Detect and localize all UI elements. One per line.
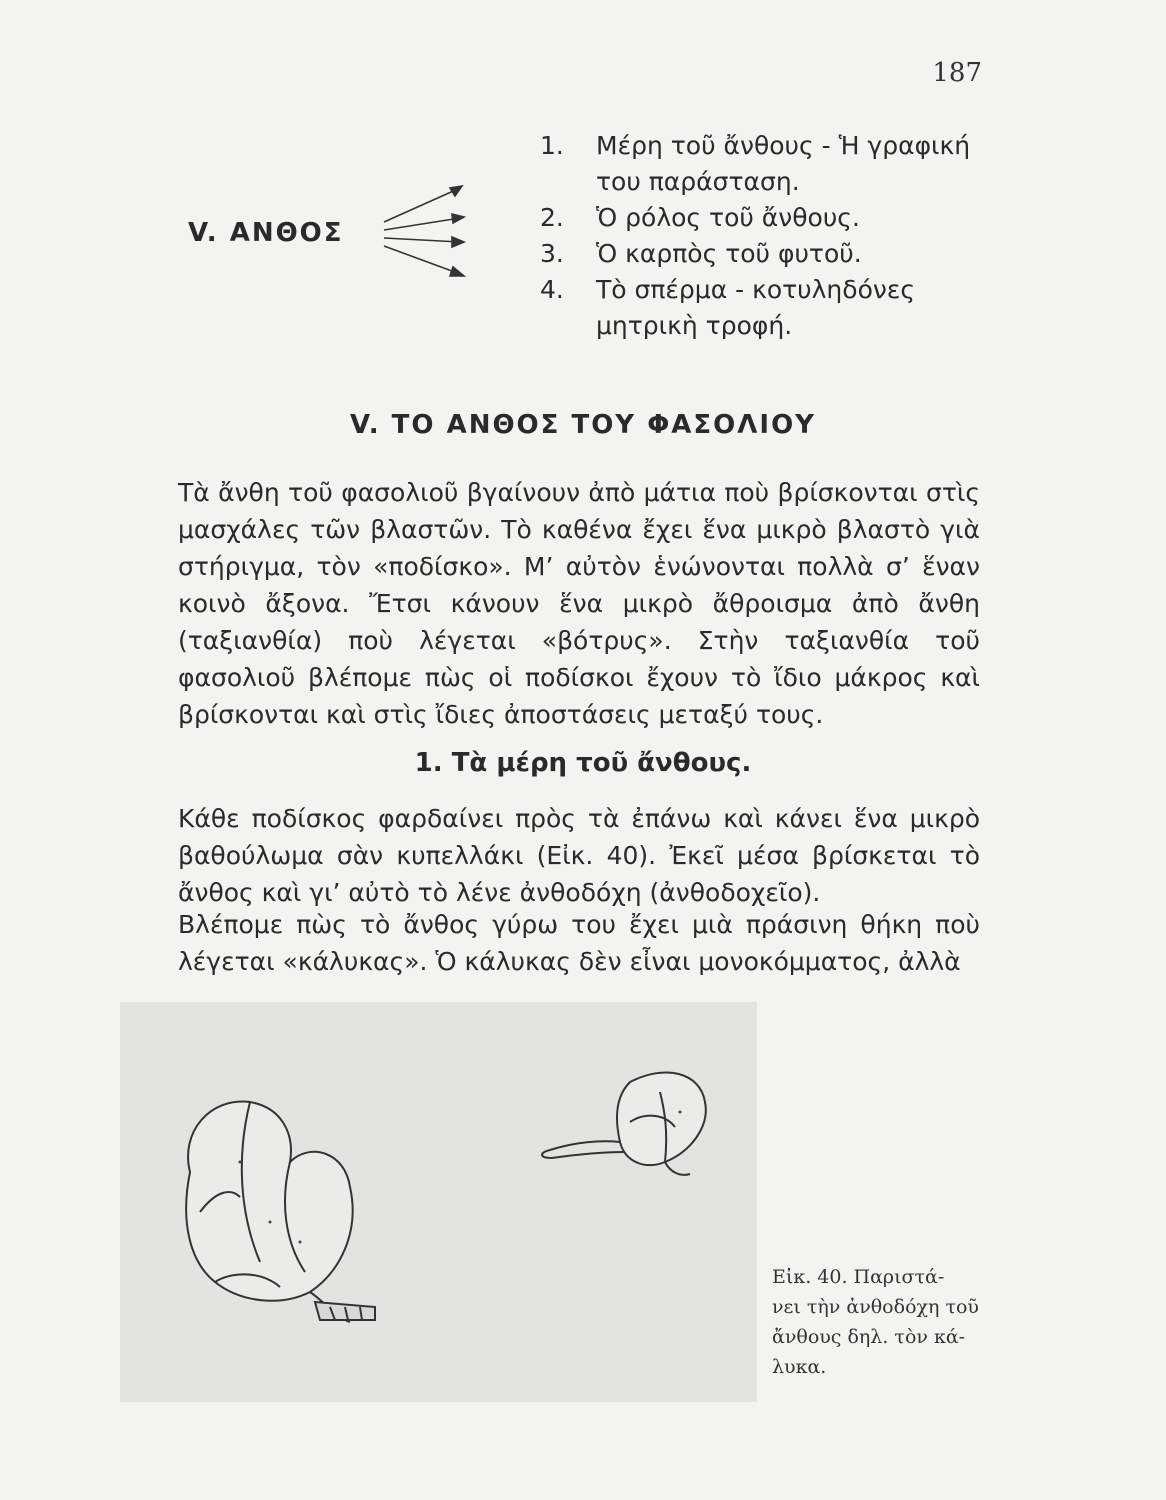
chapter-label: V. ΑΝΘΟΣ bbox=[188, 218, 344, 248]
paragraph-receptacle: Κάθε ποδίσκος φαρδαίνει πρὸς τὰ ἐπάνω καὶ κάνει ἕνα μικρὸ βαθούλωμα σὰν κυπελλάκι (Εἰκ. 40). Ἐκεῖ μέσα βρίσκεται τὸ ἄνθος καὶ γι’ αὐτὸ τὸ λένε ἀνθοδόχη (ἀνθοδοχεῖο). bbox=[178, 804, 980, 907]
figure-flower-illustration bbox=[120, 1002, 757, 1402]
caption-line: νει τὴν ἀνθοδόχη τοῦ bbox=[772, 1296, 979, 1318]
outline-item bbox=[540, 200, 980, 236]
outline-text: Τὸ σπέρμα - κοτυληδόνες μητρικὴ τροφή. bbox=[596, 275, 916, 340]
outline-item bbox=[540, 236, 980, 272]
figure-caption bbox=[772, 1262, 982, 1382]
caption-line: Εἰκ. 40. Παριστά- bbox=[772, 1266, 945, 1288]
outline-text: Μέρη τοῦ ἄνθους - Ἡ γραφική του παράσταση. bbox=[596, 131, 971, 196]
outline-text: Ὁ καρπὸς τοῦ φυτοῦ. bbox=[596, 239, 862, 268]
flower-drawing bbox=[120, 1002, 757, 1402]
outline-list bbox=[540, 128, 980, 344]
outline-number: 2. bbox=[540, 203, 564, 232]
paragraph-calyx: Βλέπομε πὼς τὸ ἄνθος γύρω του ἔχει μιὰ πράσινη θήκη ποὺ λέγεται «κάλυκας». Ὁ κάλυκας δὲν εἶναι μονοκόμματος, ἀλλὰ bbox=[178, 910, 980, 976]
paragraph-inflorescence: Τὰ ἄνθη τοῦ φασολιοῦ βγαίνουν ἀπὸ μάτια ποὺ βρίσκονται στὶς μασχάλες τῶν βλαστῶν. Τὸ καθένα ἔχει ἕνα μικρὸ βλαστὸ γιὰ στήριγμα, τὸν «ποδίσκο». Μ’ αὐτὸν ἑνώνονται πολλὰ σ’ ἕναν κοινὸ ἄξονα. Ἔτσι κάνουν ἕνα μικρὸ ἄθροισμα ἀπὸ ἄνθη (ταξιανθία) ποὺ λέγεται «βότρυς». Στὴν ταξιανθία τοῦ φασολιοῦ βλέπομε πὼς οἱ ποδίσκοι ἔχουν τὸ ἴδιο μάκρος καὶ βρίσκονται καὶ στὶς ἴδιες ἀποστάσεις μεταξύ τους. bbox=[178, 478, 980, 729]
section-heading: V. ΤΟ ΑΝΘΟΣ ΤΟΥ ΦΑΣΟΛΙΟΥ bbox=[349, 410, 817, 440]
outline-item bbox=[540, 272, 980, 344]
outline-number: 3. bbox=[540, 239, 564, 268]
outline-number: 4. bbox=[540, 275, 564, 304]
outline-arrows bbox=[380, 180, 470, 290]
caption-line: λυκα. bbox=[772, 1356, 827, 1378]
caption-line: ἄνθους δηλ. τὸν κά- bbox=[772, 1326, 966, 1348]
subheading-flower-parts: 1. Τὰ μέρη τοῦ ἄνθους. bbox=[414, 748, 752, 778]
page-number: 187 bbox=[932, 58, 982, 88]
outline-item bbox=[540, 128, 980, 200]
outline-text: Ὁ ρόλος τοῦ ἄνθους. bbox=[596, 203, 860, 232]
outline-number: 1. bbox=[540, 131, 564, 160]
